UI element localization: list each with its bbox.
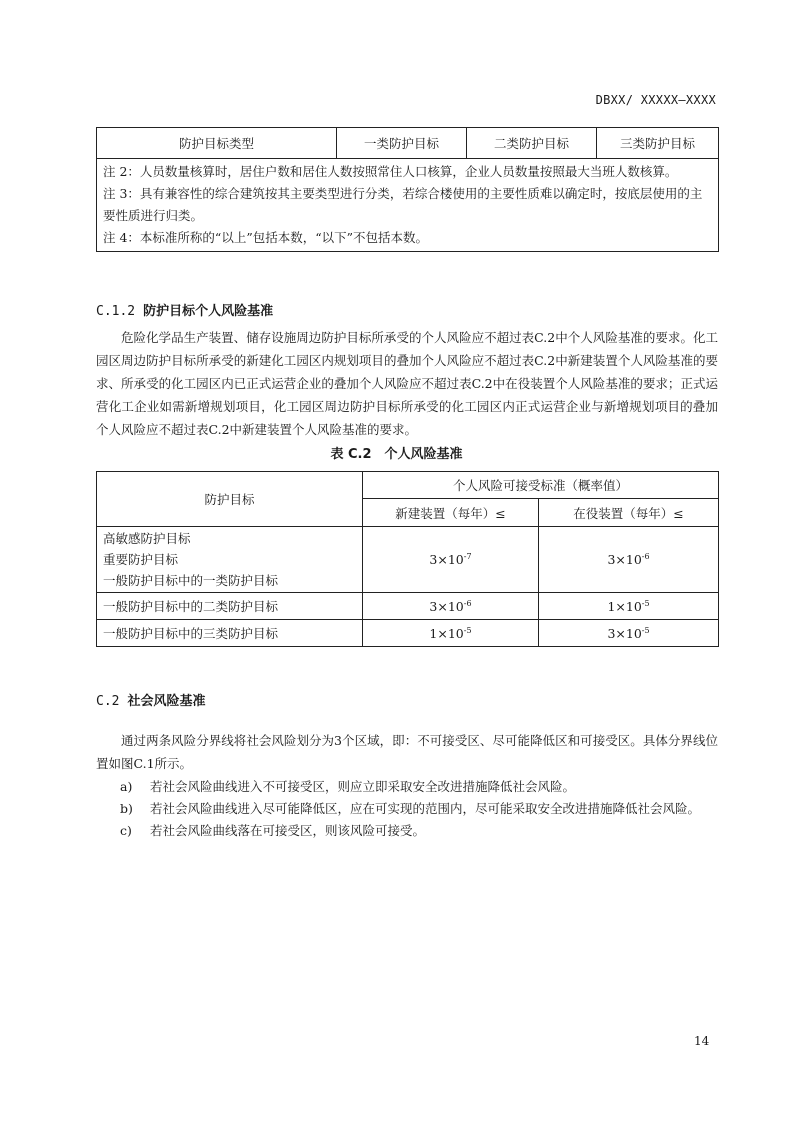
section-c12-paragraph: 危险化学品生产装置、储存设施周边防护目标所承受的个人风险应不超过表C.2中个人风险基准的要求。化工园区周边防护目标所承受的新建化工园区内规划项目的叠加个人风险应不超过表C.2中新建装置个人风险基准的要求、所承受的化工园区内已正式运营企业的叠加个人风险应不超过表C.2中在役装置个人风险基准的要求；正式运营化工企业如需新增规划项目，化工园区周边防护目标所承受的化工园区内正式运营企业与新增规划项目的叠加个人风险应不超过表C.2中新建装置个人风险基准的要求。 [96, 330, 718, 437]
protection-target-type-table [96, 127, 719, 252]
section-title: 防护目标个人风险基准 [143, 304, 274, 319]
value-existing: $1\times 10^{-5}$ [539, 593, 719, 620]
list-item [96, 820, 718, 842]
note-3: 注 3：具有兼容性的综合建筑按其主要类型进行分类，若综合楼使用的主要性质难以确定时，按底层使用的主要性质进行归类。 [103, 186, 703, 223]
list-item [96, 798, 718, 820]
document-code: DBXX/ XXXXX—XXXX [595, 93, 716, 107]
list-item-text: 若社会风险曲线进入不可接受区，则应立即采取安全改进措施降低社会风险。 [150, 779, 576, 794]
header-class-1: 一类防护目标 [337, 128, 467, 159]
header-existing-facility: 在役装置（每年）≤ [539, 499, 719, 527]
list-item-text: 若社会风险曲线进入尽可能降低区，应在可实现的范围内，尽可能采取安全改进措施降低社会风险。 [150, 801, 701, 816]
target-general-class-2: 一般防护目标中的二类防护目标 [97, 593, 363, 620]
table-notes-row [97, 159, 719, 252]
header-target-type: 防护目标类型 [97, 128, 337, 159]
header-class-2: 二类防护目标 [467, 128, 597, 159]
header-target: 防护目标 [97, 472, 363, 527]
value-new: $3\times 10^{-6}$ [363, 593, 539, 620]
target-important: 重要防护目标 [103, 552, 179, 567]
value-new: $1\times 10^{-5}$ [363, 620, 539, 647]
note-4: 注 4：本标准所称的“以上”包括本数，“以下”不包括本数。 [103, 230, 428, 245]
value-existing: $3\times 10^{-5}$ [539, 620, 719, 647]
header-new-facility: 新建装置（每年）≤ [363, 499, 539, 527]
list-item [96, 776, 718, 798]
section-number: C.2 [96, 694, 120, 709]
value-existing: $3\times 10^{-6}$ [539, 527, 719, 593]
target-general-class-1: 一般防护目标中的一类防护目标 [103, 573, 279, 588]
section-heading-c12 [96, 300, 273, 319]
list-item-label: b) [120, 801, 133, 816]
list-item-label: c) [120, 823, 132, 838]
header-acceptance-criteria: 个人风险可接受标准（概率值） [363, 472, 719, 499]
list-item-text: 若社会风险曲线落在可接受区，则该风险可接受。 [150, 823, 426, 838]
risk-zone-list [96, 776, 718, 842]
table-row [97, 593, 719, 620]
value-new: $3\times 10^{-7}$ [363, 527, 539, 593]
individual-risk-criteria-table [96, 471, 719, 647]
section-number: C.1.2 [96, 304, 136, 319]
section-title: 社会风险基准 [127, 694, 206, 709]
table-header-row [97, 128, 719, 159]
table-header-row [97, 472, 719, 499]
table-caption: 表 C.2 个人风险基准 [330, 447, 463, 462]
list-item-label: a) [120, 779, 133, 794]
page-number: 14 [694, 1034, 710, 1048]
section-c2-paragraph: 通过两条风险分界线将社会风险划分为3个区域，即：不可接受区、尽可能降低区和可接受区。具体分界线位置如图C.1所示。 [96, 733, 718, 771]
table-row [97, 527, 719, 593]
note-2: 注 2：人员数量核算时，居住户数和居住人数按照常住人口核算，企业人员数量按照最大当班人数核算。 [103, 164, 678, 179]
target-high-sensitivity: 高敏感防护目标 [103, 531, 191, 546]
target-general-class-3: 一般防护目标中的三类防护目标 [97, 620, 363, 647]
section-heading-c2 [96, 690, 206, 709]
table-row [97, 620, 719, 647]
header-class-3: 三类防护目标 [597, 128, 719, 159]
